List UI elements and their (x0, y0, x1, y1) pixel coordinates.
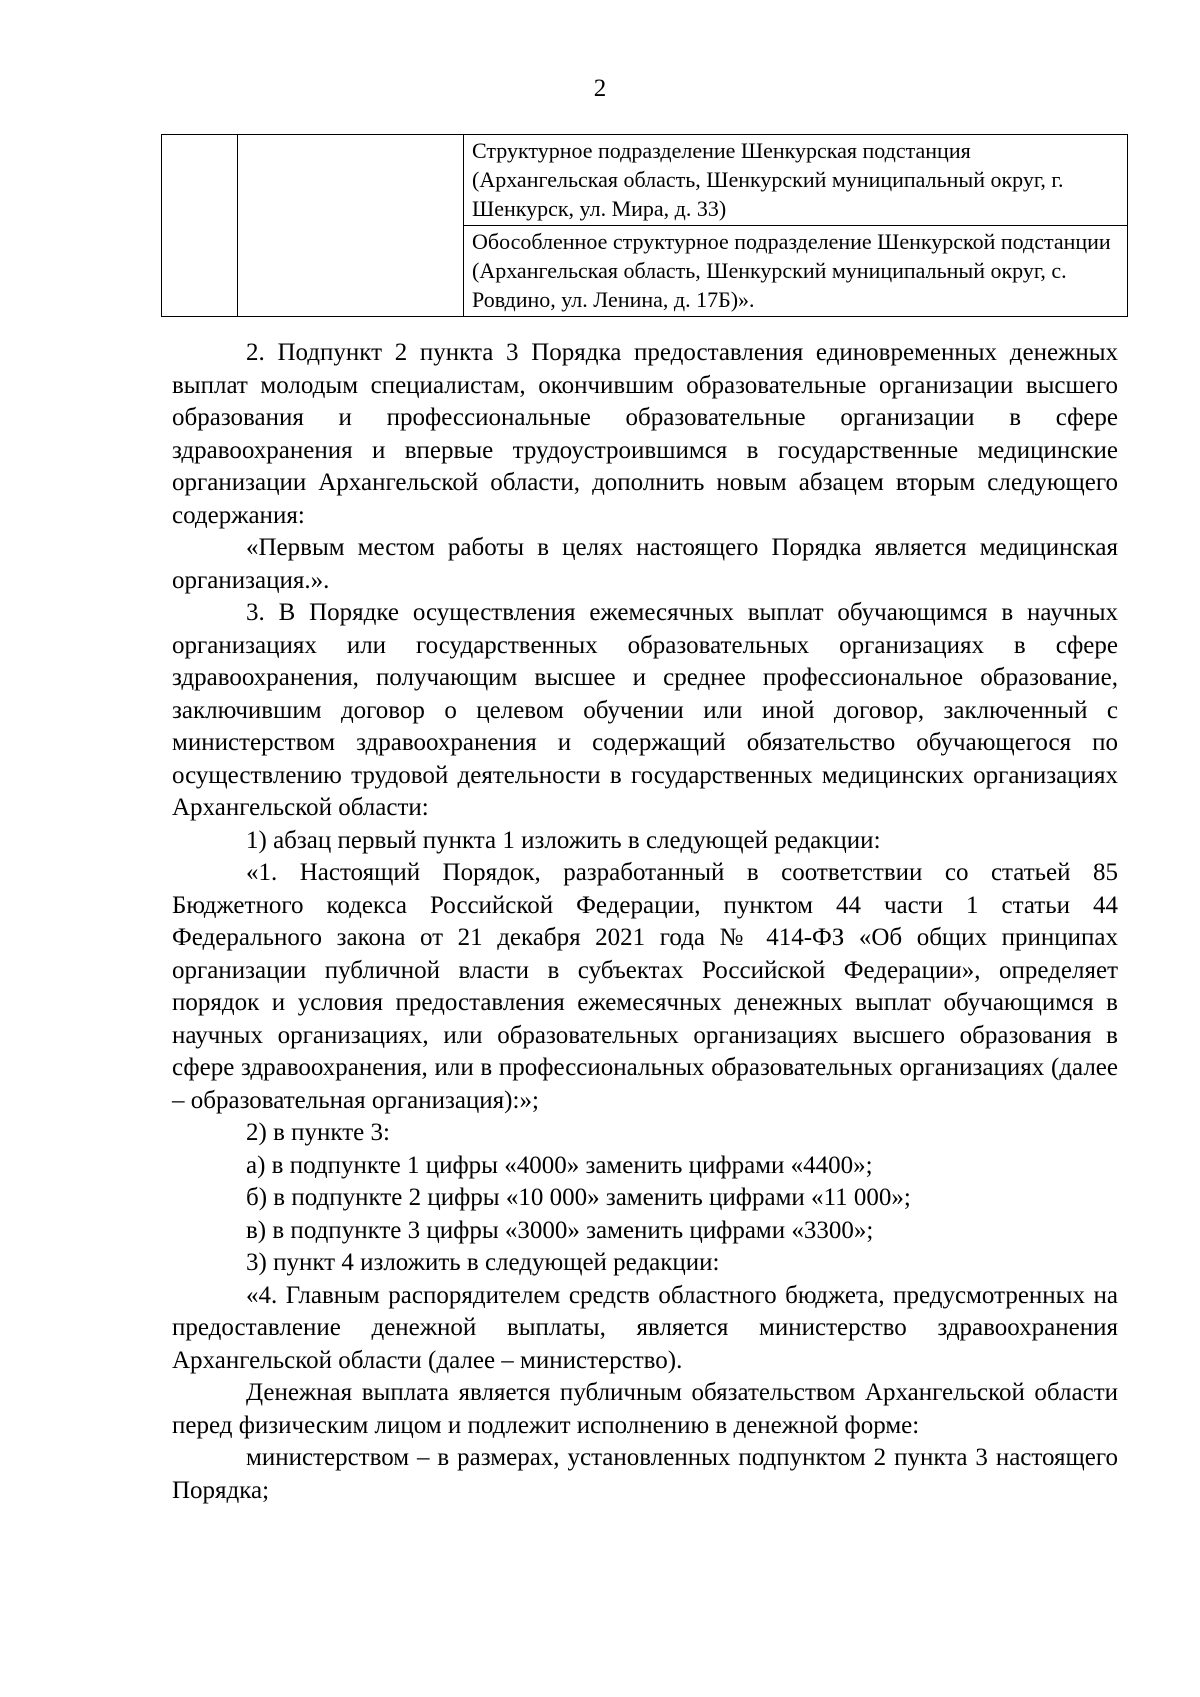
paragraph-subitem-2: 2) в пункте 3: (246, 1119, 390, 1146)
paragraph-quote-point-1: «1. Настоящий Порядок, разработанный в соответствии со статьей 85 Бюджетного кодекса Российской Федерации, пунктом 44 части 1 статьи 44 Федерального закона от 21 декабря 2021 года № 414-ФЗ «Об общих принципах организации публичной власти в субъектах Российской Федерации», определяет порядок и условия предоставления ежемесячных денежных выплат обучающимся в научных организациях, или образовательных организациях высшего образования в сфере здравоохранения, или в профессиональных образовательных организациях (далее – образовательная организация):»; (172, 859, 1118, 1114)
table-cell-subdivision: Обособленное структурное подразделение Шенкурской подстанции (Архангельская область, Шенкурский муниципальный округ, с. Ровдино, ул. Ленина, д. 17Б)». (464, 226, 1128, 317)
paragraph-subitem-3: 3) пункт 4 изложить в следующей редакции: (246, 1249, 720, 1276)
paragraph-item-3: 3. В Порядке осуществления ежемесячных выплат обучающимся в научных организациях или государственных образовательных организациях в сфере здравоохранения, получающим высшее и среднее профессиональное образование, заключившим договор о целевом обучении или иной договор, заключенный с министерством здравоохранения и содержащий обязательство обучающегося по осуществлению трудовой деятельности в государственных медицинских организациях Архангельской области: (172, 599, 1118, 821)
paragraph-subitem-1: 1) абзац первый пункта 1 изложить в следующей редакции: (246, 826, 881, 854)
paragraph-ministry-amounts: министерством – в размерах, установленных подпунктом 2 пункта 3 настоящего Порядка; (172, 1444, 1118, 1504)
paragraph-subitem-2a: а) в подпункте 1 цифры «4000» заменить цифрами «4400»; (246, 1151, 873, 1179)
table-cell-number (162, 135, 238, 317)
paragraph-subitem-2b: б) в подпункте 2 цифры «10 000» заменить цифрами «11 000»; (246, 1184, 911, 1211)
page-number: 2 (593, 75, 607, 102)
table-row (162, 135, 1128, 226)
document-body (172, 337, 1118, 1507)
paragraph-quote-point-4: «4. Главным распорядителем средств областного бюджета, предусмотренных на предоставление денежной выплаты, является министерство здравоохранения Архангельской области (далее – министерство). (172, 1281, 1118, 1374)
table-cell-organization (238, 135, 464, 317)
table-cell-subdivision: Структурное подразделение Шенкурская подстанция (Архангельская область, Шенкурский муниципальный округ, г. Шенкурск, ул. Мира, д. 33) (464, 135, 1128, 226)
paragraph-public-obligation: Денежная выплата является публичным обязательством Архангельской области перед физическим лицом и подлежит исполнению в денежной форме: (172, 1379, 1118, 1439)
paragraph-item-2: 2. Подпункт 2 пункта 3 Порядка предоставления единовременных денежных выплат молодым специалистам, окончившим образовательные организации высшего образования и профессиональные образовательные организации в сфере здравоохранения и впервые трудоустроившимся в государственные медицинские организации Архангельской области, дополнить новым абзацем вторым следующего содержания: (172, 339, 1118, 529)
paragraph-subitem-2v: в) в подпункте 3 цифры «3000» заменить цифрами «3300»; (246, 1216, 874, 1244)
organizations-table (161, 134, 1128, 317)
paragraph-quote-first-workplace: «Первым местом работы в целях настоящего Порядка является медицинская организация.». (172, 534, 1118, 594)
